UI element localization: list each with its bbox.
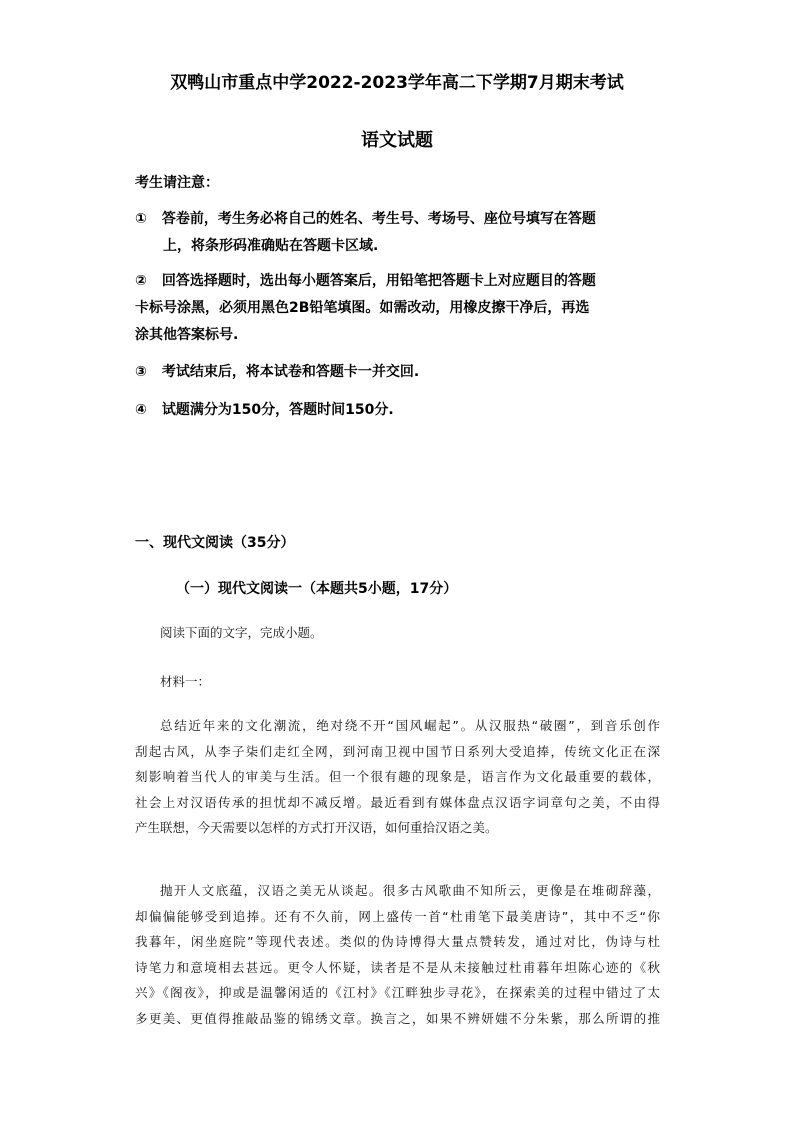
item-text: 回答选择题时，选出每小题答案后，用铅笔把答题卡上对应题目的答题 — [161, 273, 596, 289]
paragraph-1 — [135, 713, 660, 841]
exam-subtitle: 语文试题 — [361, 130, 433, 151]
paragraph-line: 我暮年，闲坐庭院”等现代表述。类似的伪诗博得大量点赞转发，通过对比，伪诗与杜 — [135, 934, 660, 949]
paragraph-line: 社会上对汉语传承的担忧却不减反增。最近看到有媒体盘点汉语字词章句之美，不由得 — [135, 794, 660, 810]
item-number: ③ — [135, 364, 147, 380]
item-text: 上，将条形码准确贴在答题卡区域. — [163, 238, 379, 254]
item-text: 考试结束后，将本试卷和答题卡一并交回. — [161, 364, 420, 380]
item-text: 卡标号涂黑，必须用黑色2B铅笔填图。如需改动，用橡皮擦干净后，再选 — [135, 300, 590, 316]
paragraph-line: 刮起古风，从李子柒们走红全网，到河南卫视中国节日系列大受追捧，传统文化正在深 — [135, 743, 660, 759]
notice-item-3 — [135, 359, 665, 386]
item-number: ② — [135, 273, 147, 289]
paragraph-line: 多更美、更值得推敲品鉴的锦绣文章。换言之，如果不辨妍媸不分朱紫，那么所谓的推 — [135, 1010, 660, 1026]
item-text: 答卷前，考生务必将自己的姓名、考生号、考场号、座位号填写在答题 — [161, 211, 596, 227]
notice-item-1 — [135, 206, 665, 260]
reading-instruction: 阅读下面的文字，完成小题。 — [160, 625, 323, 640]
paragraph-line: 兴》《阁夜》，抑或是温馨闲适的《江村》《江畔独步寻花》，在探索美的过程中错过了太 — [135, 985, 660, 1000]
paragraph-2 — [135, 878, 660, 1031]
item-text: 试题满分为150分，答题时间150分. — [161, 402, 394, 418]
notice-heading: 考生请注意： — [135, 175, 219, 191]
paragraph-line: 却偏偏能够受到追捧。还有不久前，网上盛传一首“杜甫笔下最美唐诗”，其中不乏“你 — [135, 908, 660, 924]
paragraph-line: 诗笔力和意境相去甚远。更令人怀疑，读者是不是从未接触过杜甫暮年坦陈心迹的《秋 — [135, 959, 660, 975]
exam-title: 双鸭山市重点中学2022-2023学年高二下学期7月期末考试 — [170, 73, 624, 93]
notice-item-4 — [135, 397, 665, 424]
item-number: ① — [135, 211, 147, 227]
paragraph-line: 抛开人文底蕴，汉语之美无从谈起。很多古风歌曲不知所云，更像是在堆砌辞藻， — [160, 883, 660, 898]
material-label: 材料一： — [160, 674, 211, 689]
item-text: 涂其他答案标号. — [135, 327, 239, 343]
paragraph-line: 总结近年来的文化潮流，绝对绕不开“国风崛起”。从汉服热“破圈”，到音乐创作 — [160, 718, 660, 733]
notice-item-2 — [135, 268, 665, 349]
part-title: 一、现代文阅读（35分） — [135, 535, 295, 551]
sub-title: （一）现代文阅读一（本题共5小题，17分） — [176, 581, 458, 597]
item-number: ④ — [135, 402, 147, 418]
paragraph-line: 产生联想，今天需要以怎样的方式打开汉语，如何重拾汉语之美。 — [135, 820, 498, 835]
paragraph-line: 刻影响着当代人的审美与生活。但一个很有趣的现象是，语言作为文化最重要的载体， — [135, 769, 660, 784]
